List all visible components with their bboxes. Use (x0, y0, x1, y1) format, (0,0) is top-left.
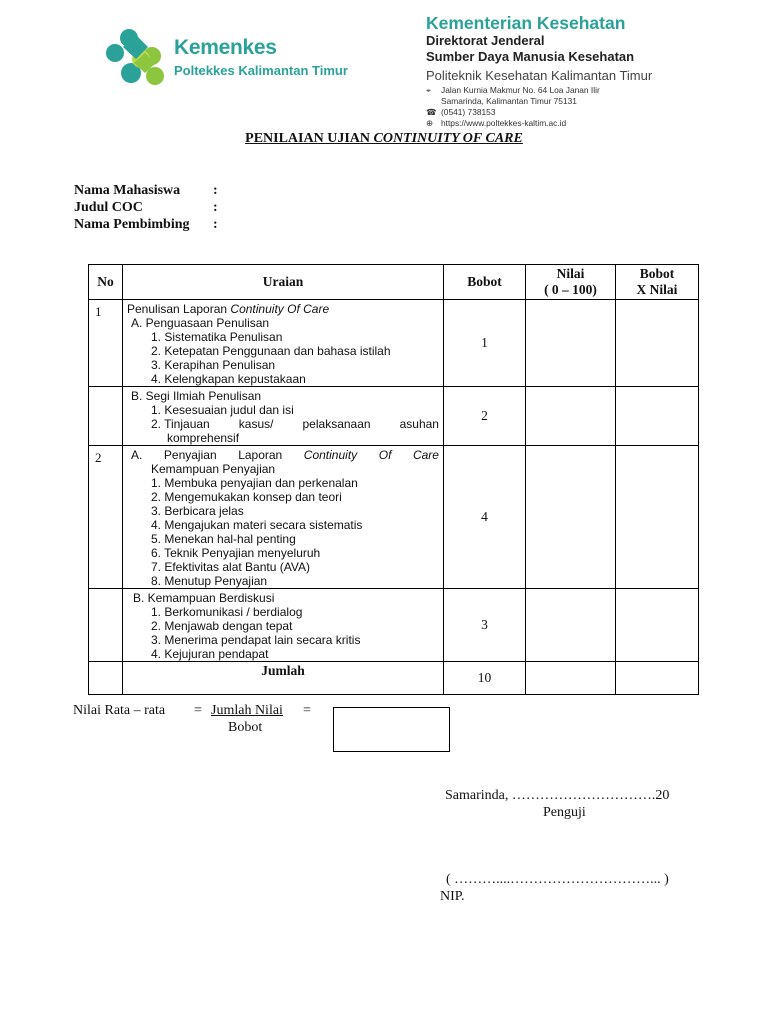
identity-row-supervisor[interactable] (74, 216, 218, 233)
section-heading-text: Penulisan Laporan (127, 302, 231, 316)
table-row (89, 300, 699, 387)
address-line1: Jalan Kurnia Makmur No. 64 Loa Janan Ilir (441, 85, 600, 95)
criteria-item: 4. Mengajukan materi secara sistematis (151, 518, 363, 532)
header-nilai-line2: ( 0 – 100) (544, 282, 597, 297)
header-uraian: Uraian (123, 265, 444, 300)
identity-label: Nama Pembimbing (74, 217, 190, 232)
average-result-box[interactable] (333, 707, 450, 752)
directorate-line1: Direktorat Jenderal (426, 33, 545, 48)
assessment-table (88, 264, 699, 695)
criteria-item-continued: komprehensif (167, 431, 240, 445)
criteria-item: 1. Membuka penyajian dan perkenalan (151, 476, 358, 490)
header-nilai-line1: Nilai (556, 266, 585, 281)
brand-subtitle: Poltekkes Kalimantan Timur (174, 63, 348, 78)
header-bobotx-line1: Bobot (639, 266, 675, 281)
criteria-item: 2. Ketepatan Penggunaan dan bahasa istilah (151, 344, 391, 358)
table-row (89, 387, 699, 446)
criteria-item: 3. Kerapihan Penulisan (151, 358, 276, 372)
weight-cell: 4 (444, 446, 526, 589)
justified-word: Continuity (303, 448, 358, 462)
header-nilai (526, 265, 616, 300)
weighted-score-cell[interactable] (616, 300, 699, 387)
justified-word: kasus/ (238, 417, 274, 431)
examiner-role: Penguji (543, 805, 586, 820)
address-row-2 (426, 96, 652, 107)
identity-colon: : (213, 200, 218, 215)
institution-block (426, 13, 652, 129)
justified-word: Care (412, 448, 439, 462)
group-title (127, 448, 439, 462)
score-input-cell[interactable] (526, 589, 616, 662)
criteria-cell (123, 387, 444, 446)
header-bobot: Bobot (444, 265, 526, 300)
identity-row-student[interactable] (74, 182, 218, 199)
address-line2: Samarinda, Kalimantan Timur 75131 (441, 96, 577, 106)
table-row (89, 446, 699, 589)
weighted-score-cell[interactable] (616, 387, 699, 446)
identity-colon: : (213, 183, 218, 198)
group-title: B. Segi Ilmiah Penulisan (131, 389, 262, 403)
average-label: Nilai Rata – rata (73, 703, 166, 718)
justified-word: 2. Tinjauan (151, 417, 210, 431)
page-title (0, 131, 768, 147)
group-title: B. Kemampuan Berdiskusi (133, 591, 275, 605)
location-icon: ⌖ (426, 85, 431, 95)
total-label: Jumlah (123, 662, 444, 695)
title-prefix: PENILAIAN UJIAN (245, 131, 374, 146)
header-bobotx-line2: X Nilai (636, 282, 678, 297)
kemenkes-logo (104, 27, 168, 91)
identity-colon: : (213, 217, 218, 232)
place-text: Samarinda, (445, 788, 512, 803)
criteria-item: 3. Berbicara jelas (151, 504, 244, 518)
criteria-item: 2. Menjawab dengan tepat (151, 619, 293, 633)
criteria-item (127, 417, 439, 431)
criteria-item: 2. Mengemukakan konsep dan teori (151, 490, 342, 504)
weight-cell: 2 (444, 387, 526, 446)
nip-label: NIP. (440, 889, 465, 904)
phone-row (426, 107, 652, 118)
criteria-item: 1. Sistematika Penulisan (151, 330, 283, 344)
equals-sign: = (194, 703, 202, 718)
signature-place-date (445, 788, 669, 804)
weight-cell: 3 (444, 589, 526, 662)
identity-label: Judul COC (74, 200, 143, 215)
row-number: 1 (89, 300, 123, 387)
total-score-cell[interactable] (526, 662, 616, 695)
phone-icon: ☎ (426, 107, 437, 117)
globe-icon: ⊕ (426, 118, 434, 128)
row-number-empty (89, 589, 123, 662)
criteria-item: 4. Kelengkapan kepustakaan (151, 372, 306, 386)
date-line[interactable]: ………………………….20 (511, 788, 670, 803)
website-url[interactable]: https://www.poltekkes-kaltim.ac.id (441, 118, 567, 128)
ministry-name: Kementerian Kesehatan (426, 13, 626, 33)
address-row (426, 85, 652, 96)
fraction-numerator: Jumlah Nilai (211, 703, 283, 718)
group-subtitle: Kemampuan Penyajian (151, 462, 276, 476)
justified-word: Laporan (238, 448, 283, 462)
weighted-score-cell[interactable] (616, 446, 699, 589)
criteria-cell (123, 446, 444, 589)
fraction-denominator: Bobot (228, 720, 263, 735)
identity-row-title[interactable] (74, 199, 218, 216)
row-number: 2 (89, 446, 123, 589)
institution-name: Politeknik Kesehatan Kalimantan Timur (426, 68, 653, 83)
criteria-item: 4. Kejujuran pendapat (151, 647, 269, 661)
section-heading-italic: Continuity Of Care (230, 302, 330, 316)
criteria-item: 5. Menekan hal-hal penting (151, 532, 296, 546)
group-title: A. Penguasaan Penulisan (131, 316, 270, 330)
score-input-cell[interactable] (526, 300, 616, 387)
equals-sign: = (303, 703, 311, 718)
brand-name: Kemenkes (174, 36, 277, 59)
directorate-line2: Sumber Daya Manusia Kesehatan (426, 49, 635, 64)
weighted-score-cell[interactable] (616, 589, 699, 662)
header-bobot-x-nilai (616, 265, 699, 300)
justified-word: asuhan (399, 417, 439, 431)
row-number-empty (89, 662, 123, 695)
total-weight: 10 (444, 662, 526, 695)
examiner-name-line[interactable]: ( ………....…………………………... ) (446, 872, 669, 887)
criteria-item: 7. Efektivitas alat Bantu (AVA) (151, 560, 310, 574)
title-italic: CONTINUITY OF CARE (373, 131, 523, 146)
criteria-item: 6. Teknik Penyajian menyeluruh (151, 546, 321, 560)
score-input-cell[interactable] (526, 387, 616, 446)
justified-word: A. (131, 448, 143, 462)
score-input-cell[interactable] (526, 446, 616, 589)
total-row (89, 662, 699, 695)
identity-label: Nama Mahasiswa (74, 183, 181, 198)
table-row (89, 589, 699, 662)
justified-word: Penyajian (163, 448, 217, 462)
identity-block (74, 182, 218, 233)
justified-word: pelaksanaan (302, 417, 371, 431)
phone-number: (0541) 738153 (441, 107, 496, 117)
criteria-item: 8. Menutup Penyajian (151, 574, 268, 588)
criteria-item: 1. Kesesuaian judul dan isi (151, 403, 294, 417)
criteria-item: 3. Menerima pendapat lain secara kritis (151, 633, 361, 647)
section-heading (127, 302, 439, 316)
justified-word: Of (378, 448, 392, 462)
row-number-empty (89, 387, 123, 446)
criteria-cell (123, 589, 444, 662)
header-no: No (89, 265, 123, 300)
website-row (426, 118, 652, 129)
total-weighted-cell[interactable] (616, 662, 699, 695)
criteria-cell (123, 300, 444, 387)
criteria-item: 1. Berkomunikasi / berdialog (151, 605, 303, 619)
table-header-row (89, 265, 699, 300)
weight-cell: 1 (444, 300, 526, 387)
